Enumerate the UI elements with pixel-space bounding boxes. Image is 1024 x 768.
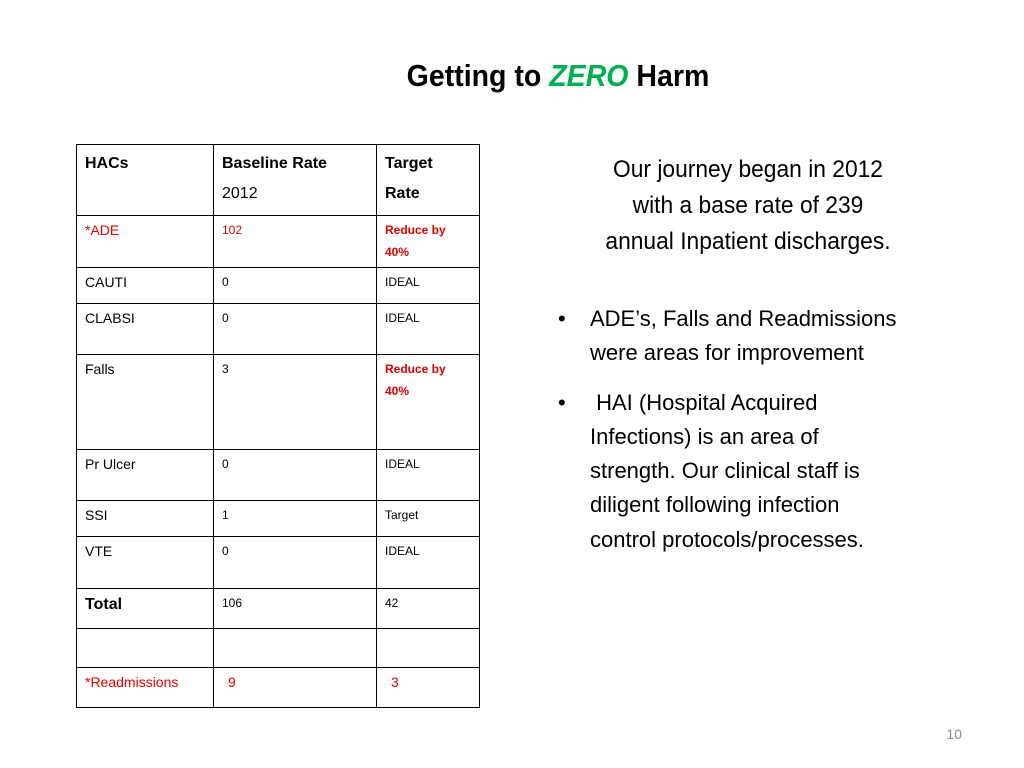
cell-target: 42 [377, 589, 480, 629]
intro-line: annual Inpatient discharges. [605, 228, 891, 255]
cell-hac: Total [77, 589, 214, 629]
bullet-item: • HAI (Hospital Acquired Infections) is an area of strength. Our clinical staff is diligent following infection control protocols/processes. [556, 386, 952, 556]
title-suffix: Harm [628, 58, 710, 93]
cell-baseline: 0 [214, 304, 377, 355]
table-row [77, 450, 480, 501]
cell-target: Reduce by 40% [377, 216, 480, 268]
bullet-dot-icon: • [558, 390, 566, 416]
cell-baseline: 9 [214, 668, 377, 708]
table-row [77, 501, 480, 537]
table-row [77, 268, 480, 304]
intro-text [558, 152, 938, 260]
cell-baseline: 3 [214, 355, 377, 450]
page-number: 10 [946, 726, 962, 742]
cell-hac: *Readmissions [77, 668, 214, 708]
cell-hac: CAUTI [77, 268, 214, 304]
header-target-rate: Target Rate [377, 145, 480, 216]
cell-baseline [214, 629, 377, 668]
cell-baseline: 0 [214, 450, 377, 501]
cell-hac [77, 629, 214, 668]
cell-target: IDEAL [377, 450, 480, 501]
table-header-row [77, 145, 480, 216]
table-row [77, 304, 480, 355]
cell-baseline: 0 [214, 268, 377, 304]
bullet-dot-icon: • [558, 306, 566, 331]
title-prefix: Getting to [406, 58, 550, 93]
header-baseline-rate: Baseline Rate 2012 [214, 145, 377, 216]
cell-hac: *ADE [77, 216, 214, 268]
cell-baseline: 0 [214, 537, 377, 589]
cell-hac: Pr Ulcer [77, 450, 214, 501]
cell-target: Target [377, 501, 480, 537]
cell-target: Reduce by 40% [377, 355, 480, 450]
slide-title [45, 58, 1024, 94]
header-hacs: HACs [77, 145, 214, 216]
table-row [77, 216, 480, 268]
table-row-empty [77, 629, 480, 668]
cell-target: IDEAL [377, 268, 480, 304]
cell-target [377, 629, 480, 668]
cell-baseline: 1 [214, 501, 377, 537]
hac-table [76, 144, 480, 708]
cell-baseline: 106 [214, 589, 377, 629]
bullet-list [556, 302, 952, 573]
table-row [77, 355, 480, 450]
table-row [77, 668, 480, 708]
intro-line: with a base rate of 239 [632, 192, 864, 219]
cell-hac: Falls [77, 355, 214, 450]
cell-baseline: 102 [214, 216, 377, 268]
cell-target: IDEAL [377, 304, 480, 355]
cell-target: 3 [377, 668, 480, 708]
intro-line: Our journey began in 2012 [612, 156, 883, 183]
cell-hac: VTE [77, 537, 214, 589]
title-highlight: ZERO [549, 58, 629, 93]
cell-hac: CLABSI [77, 304, 214, 355]
bullet-item: • ADE’s, Falls and Readmissions were areas for improvement [556, 302, 952, 370]
cell-target: IDEAL [377, 537, 480, 589]
cell-hac: SSI [77, 501, 214, 537]
table-row-total [77, 589, 480, 629]
table-row [77, 537, 480, 589]
